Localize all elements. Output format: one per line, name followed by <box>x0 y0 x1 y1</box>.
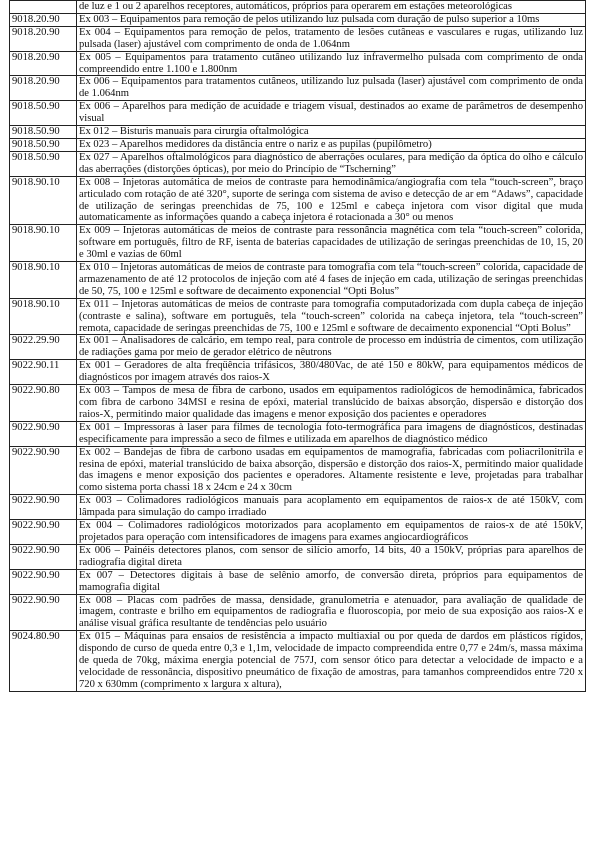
ex-description-cell: Ex 003 – Equipamentos para remoção de pelos utilizando luz pulsada com duração de pulso superior a 10ms <box>77 13 586 26</box>
ncm-code-cell: 9022.90.90 <box>10 569 77 594</box>
table-row <box>10 569 586 594</box>
ex-description-cell: Ex 001 – Impressoras à laser para filmes de tecnologia foto-termográfica para imagens de diagnósticos, destinadas especificamente para impressão a seco de filmes e utilizada em aparelhos de diagnóstico médico <box>77 421 586 446</box>
ncm-code-cell: 9018.50.90 <box>10 126 77 139</box>
table-row <box>10 126 586 139</box>
ex-description-cell: Ex 008 – Injetoras automática de meios de contraste para hemodinâmica/angiografia com tela “touch-screen”, braço articulado com rotação de até 320°, suporte de seringa com sistema de aviso e detecção de ar em “Adaws”, capacidade de utilização de seringas preenchidas de 75, 100 e 125ml e cabeça injetora com visor digital que muda automaticamente as informações quando a cabeça injetora é rotacionada a 30° ou menos <box>77 176 586 225</box>
ex-description-cell: Ex 015 – Máquinas para ensaios de resistência a impacto multiaxial ou por queda de dardos em plásticos rígidos, dispondo de curso de queda entre 0,3 e 1,1m, velocidade de impacto compreendida entre 0,77 e 24m/s, massa máxima de queda de 70kg, máxima energia potencial de 757J, com sensor ótico para detectar a velocidade de impacto e a velocidade de ressonância, dispositivo pneumático de fixação de amostras, para tamanhos compreendidos entre 720 x 720 x 630mm (comprimento x largura x altura), <box>77 631 586 692</box>
ex-description-cell: Ex 011 – Injetoras automáticas de meios de contraste para tomografia computadorizada com dupla cabeça de injeção (contraste e salina), software em português, tela “touch-screen” colorida na cabeça injetora, tela “touch-screen” remota, capacidade de seringas preenchidas de 75, 100 e 125ml e software de decaimento exponencial “Opti Bolus” <box>77 298 586 335</box>
ncm-code-cell: 9018.50.90 <box>10 138 77 151</box>
ex-description-cell: Ex 002 – Bandejas de fibra de carbono usadas em equipamentos de mamografia, fabricadas com poliacrilonitrila e resina de epóxi, material translúcido de baixa absorção, dispersão e distorção dos raios-X, permitindo maior qualidade das imagens e menor exposição dos pacientes e operadores. Altamente resistente e leve, projetadas para trabalhar como sistema porta chassi 18 x 24cm e 24 x 30cm <box>77 446 586 495</box>
table-row <box>10 385 586 422</box>
ex-description-cell: Ex 006 – Aparelhos para medição de acuidade e triagem visual, destinados ao exame de parâmetros de desempenho visual <box>77 101 586 126</box>
ncm-code-cell: 9022.90.90 <box>10 421 77 446</box>
document-page <box>9 0 586 692</box>
ex-description-cell: Ex 008 – Placas com padrões de massa, densidade, granulometria e atenuador, para avaliação de qualidade de imagem, contraste e brilho em equipamentos de radiografia e fluoroscopia, por meio de sua exposição aos raios-X e análise visual gráfica resultante de tendências pelo usuário <box>77 594 586 631</box>
table-row <box>10 76 586 101</box>
ncm-code-cell: 9022.90.90 <box>10 446 77 495</box>
ncm-code-cell: 9018.90.10 <box>10 225 77 262</box>
ncm-code-cell: 9022.90.90 <box>10 495 77 520</box>
table-row <box>10 138 586 151</box>
ex-description-cell: de luz e 1 ou 2 aparelhos receptores, automáticos, próprios para operarem em estações meteorológicas <box>77 1 586 14</box>
ex-description-cell: Ex 027 – Aparelhos oftalmológicos para diagnóstico de aberrações oculares, para medição da óptica do olho e cálculo das aberrações (distorções ópticas), por meio do Princípio de “Tscherning” <box>77 151 586 176</box>
table-row <box>10 446 586 495</box>
table-row <box>10 225 586 262</box>
table-row <box>10 544 586 569</box>
ncm-code-cell: 9022.90.90 <box>10 544 77 569</box>
ex-description-cell: Ex 006 – Equipamentos para tratamentos cutâneos, utilizando luz pulsada (laser) ajustável com comprimento de onda de 1.064nm <box>77 76 586 101</box>
table-row <box>10 13 586 26</box>
table-row <box>10 360 586 385</box>
table-row <box>10 495 586 520</box>
ex-tariff-table <box>9 0 586 692</box>
table-row <box>10 421 586 446</box>
ex-description-cell: Ex 005 – Equipamentos para tratamento cutâneo utilizando luz infravermelho pulsada com comprimento de onda compreendido entre 1.100 e 1.800nm <box>77 51 586 76</box>
ncm-code-cell: 9024.80.90 <box>10 631 77 692</box>
ncm-code-cell <box>10 1 77 14</box>
ex-description-cell: Ex 003 – Colimadores radiológicos manuais para acoplamento em equipamentos de raios-x de até 150kV, com lâmpada para simulação do campo irradiado <box>77 495 586 520</box>
ncm-code-cell: 9018.90.10 <box>10 262 77 299</box>
table-row <box>10 262 586 299</box>
table-row <box>10 594 586 631</box>
table-row <box>10 26 586 51</box>
table-row <box>10 176 586 225</box>
ncm-code-cell: 9022.90.90 <box>10 594 77 631</box>
ex-description-cell: Ex 001 – Geradores de alta freqüência trifásicos, 380/480Vac, de até 150 e 80kW, para equipamentos médicos de diagnósticos por imagem através dos raios-X <box>77 360 586 385</box>
ncm-code-cell: 9022.90.80 <box>10 385 77 422</box>
ncm-code-cell: 9018.50.90 <box>10 101 77 126</box>
ex-description-cell: Ex 023 – Aparelhos medidores da distância entre o nariz e as pupilas (pupilômetro) <box>77 138 586 151</box>
table-row <box>10 1 586 14</box>
ex-description-cell: Ex 009 – Injetoras automáticas de meios de contraste para ressonância magnética com tela “touch-screen” colorida, software em português, filtro de RF, isenta de baterias capacidades de utilização de seringas preenchidas de 10, 15, 20 e 30ml e vazias de 60ml <box>77 225 586 262</box>
table-row <box>10 520 586 545</box>
ex-description-cell: Ex 006 – Painéis detectores planos, com sensor de silício amorfo, 14 bits, 40 a 150kV, próprias para aparelhos de radiografia digital direta <box>77 544 586 569</box>
table-row <box>10 101 586 126</box>
ncm-code-cell: 9022.90.90 <box>10 520 77 545</box>
ncm-code-cell: 9018.50.90 <box>10 151 77 176</box>
table-row <box>10 298 586 335</box>
ex-description-cell: Ex 001 – Analisadores de calcário, em tempo real, para controle de processo em indústria de cimentos, com utilização de radiações gama por meio de gerador elétrico de nêutrons <box>77 335 586 360</box>
table-row <box>10 631 586 692</box>
ncm-code-cell: 9018.20.90 <box>10 26 77 51</box>
ex-description-cell: Ex 003 – Tampos de mesa de fibra de carbono, usados em equipamentos radiológicos de hemodinâmica, fabricados com fibra de carbono 34MSI e resina de epóxi, material translúcido de baixas absorção, dispersão e distorção dos raios-X, permitindo maior qualidade das imagens e menor exposição dos pacientes e operadores <box>77 385 586 422</box>
ncm-code-cell: 9018.90.10 <box>10 176 77 225</box>
ncm-code-cell: 9018.90.10 <box>10 298 77 335</box>
ncm-code-cell: 9018.20.90 <box>10 76 77 101</box>
ncm-code-cell: 9022.29.90 <box>10 335 77 360</box>
table-row <box>10 51 586 76</box>
ex-description-cell: Ex 010 – Injetoras automáticas de meios de contraste para tomografia com tela “touch-screen” colorida, capacidade de armazenamento de até 12 protocolos de injeção com até 4 fases de injeção em cada, utilização de seringas preenchidas de 50, 75, 100 e 125ml e software de decaimento exponencial “Opti Bolus” <box>77 262 586 299</box>
table-row <box>10 151 586 176</box>
ex-description-cell: Ex 007 – Detectores digitais à base de selênio amorfo, de conversão direta, próprios para equipamentos de mamografia digital <box>77 569 586 594</box>
ex-description-cell: Ex 012 – Bisturis manuais para cirurgia oftalmológica <box>77 126 586 139</box>
ncm-code-cell: 9018.20.90 <box>10 51 77 76</box>
ncm-code-cell: 9018.20.90 <box>10 13 77 26</box>
ex-description-cell: Ex 004 – Equipamentos para remoção de pelos, tratamento de lesões cutâneas e vasculares e rugas, utilizando luz pulsada (laser) ajustável com comprimento de onda de 1.064nm <box>77 26 586 51</box>
ncm-code-cell: 9022.90.11 <box>10 360 77 385</box>
ex-description-cell: Ex 004 – Colimadores radiológicos motorizados para acoplamento em equipamentos de raios-x de até 150kV, projetados para operação com intensificadores de imagens para exames angiocardiográficos <box>77 520 586 545</box>
table-body <box>10 1 586 692</box>
table-row <box>10 335 586 360</box>
